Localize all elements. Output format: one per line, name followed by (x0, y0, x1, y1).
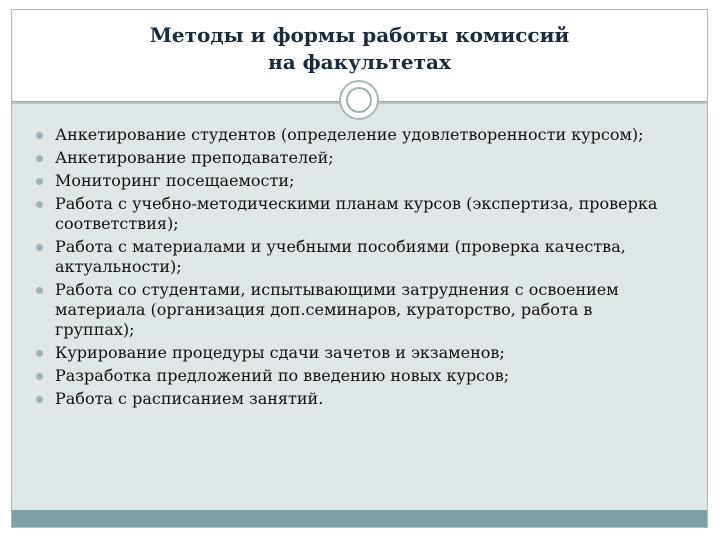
list-item-text: Работа со студентами, испытывающими затруднения с освоением материала (организация доп.семинаров, кураторство, работа в группах); (55, 280, 619, 339)
bullet-icon (36, 155, 43, 162)
footer-bar (12, 510, 707, 527)
bullet-icon (36, 373, 43, 380)
list-item (34, 280, 674, 340)
bullet-icon (36, 350, 43, 357)
list-item (34, 343, 674, 363)
bullet-icon (36, 396, 43, 403)
list-item (34, 125, 674, 145)
bullet-list (34, 125, 674, 412)
list-item (34, 237, 674, 277)
bullet-icon (36, 244, 43, 251)
list-item-text: Анкетирование студентов (определение удовлетворенности курсом); (55, 125, 644, 144)
slide (11, 9, 708, 528)
list-item-text: Разработка предложений по введению новых курсов; (55, 366, 510, 385)
list-item-text: Курирование процедуры сдачи зачетов и экзаменов; (55, 343, 505, 362)
title-line-2: на факультетах (268, 50, 451, 74)
list-item-text: Работа с учебно-методическими планам курсов (экспертиза, проверка соответствия); (55, 194, 658, 233)
list-item (34, 194, 674, 234)
bullet-icon (36, 132, 43, 139)
list-item-text: Работа с расписанием занятий. (55, 389, 324, 408)
list-item-text: Анкетирование преподавателей; (55, 148, 334, 167)
bullet-icon (36, 201, 43, 208)
list-item-text: Работа с материалами и учебными пособиями (проверка качества, актуальности); (55, 237, 626, 276)
list-item (34, 389, 674, 409)
list-item (34, 171, 674, 191)
list-item-text: Мониторинг посещаемости; (55, 171, 295, 190)
slide-title (12, 22, 707, 76)
list-item (34, 366, 674, 386)
list-item (34, 148, 674, 168)
title-line-1: Методы и формы работы комиссий (149, 23, 570, 47)
bullet-icon (36, 287, 43, 294)
bullet-icon (36, 178, 43, 185)
circle-ornament-icon (339, 80, 379, 120)
